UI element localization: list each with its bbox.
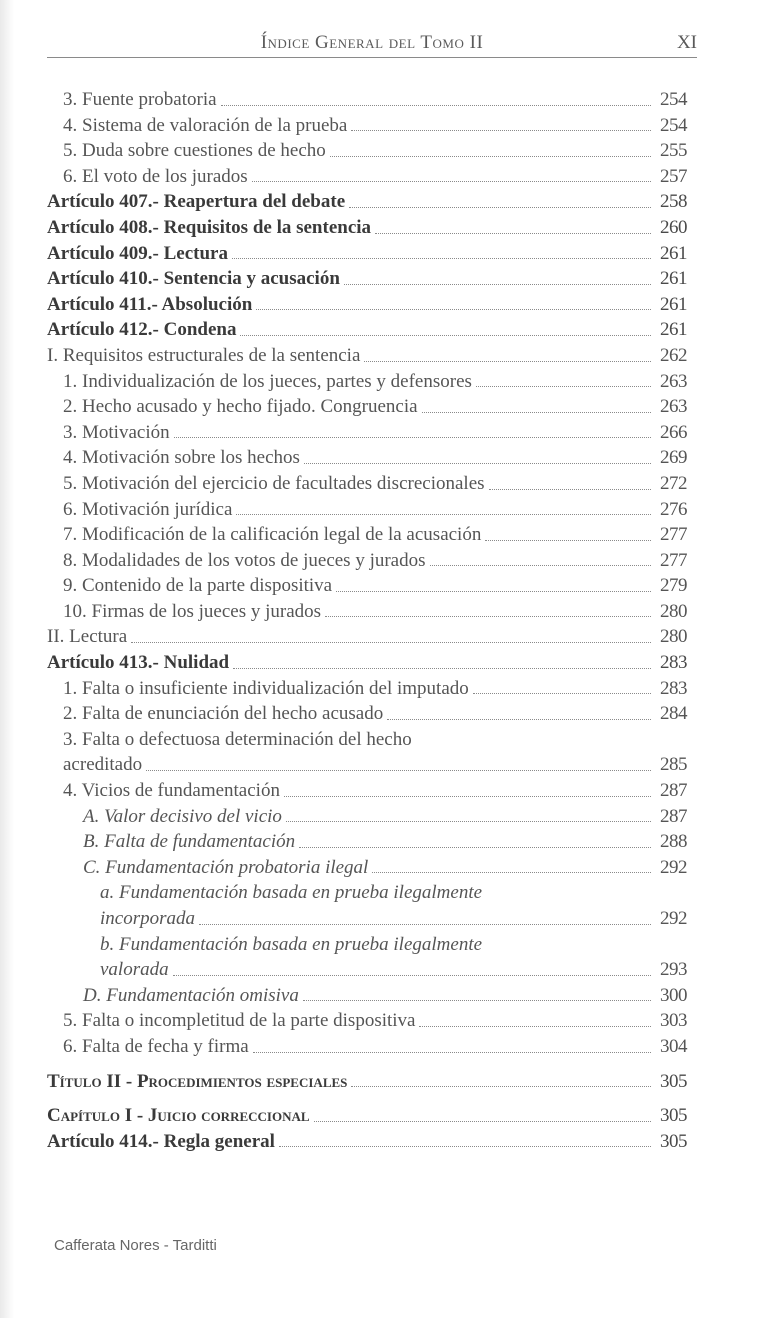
dot-leader [146, 769, 651, 771]
dot-leader [387, 718, 651, 720]
toc-entry-page: 254 [660, 114, 687, 136]
dot-leader [279, 1145, 651, 1147]
toc-entry-page: 280 [660, 600, 687, 622]
toc-entry[interactable] [47, 241, 687, 267]
toc-entry-page: 280 [660, 626, 687, 648]
dot-leader [473, 692, 651, 694]
dot-leader [174, 436, 651, 438]
toc-entry[interactable] [47, 676, 687, 702]
toc-entry-page: 287 [660, 805, 687, 827]
toc-entry-page: 305 [660, 1130, 687, 1152]
toc-entry-page: 261 [660, 242, 687, 264]
toc-entry-label: I. Requisitos estructurales de la sentencia [47, 344, 361, 366]
table-of-contents [47, 87, 687, 1154]
toc-entry[interactable] [47, 778, 687, 804]
page-edge-shadow [0, 0, 14, 1318]
toc-entry-page: 304 [660, 1035, 687, 1057]
toc-entry-page: 277 [660, 549, 687, 571]
toc-entry-page: 262 [660, 344, 687, 366]
toc-entry-page: 261 [660, 319, 687, 341]
dot-leader [430, 564, 651, 566]
dot-leader [422, 411, 651, 413]
toc-entry[interactable] [47, 522, 687, 548]
dot-leader [476, 385, 651, 387]
footer-authors: Cafferata Nores - Tarditti [54, 1237, 217, 1254]
dot-leader [349, 206, 651, 208]
toc-entry[interactable] [47, 394, 687, 420]
toc-entry-label: 1. Falta o insuficiente individualización del imputado [63, 677, 469, 699]
toc-entry-label: a. Fundamentación basada en prueba ilegalmente [100, 882, 483, 904]
dot-leader [221, 104, 651, 106]
dot-leader [303, 999, 651, 1001]
toc-entry[interactable] [47, 87, 687, 113]
toc-entry[interactable] [47, 650, 687, 676]
toc-entry-label: valorada [100, 959, 169, 981]
toc-entry[interactable] [47, 189, 687, 215]
toc-entry[interactable] [47, 573, 687, 599]
toc-entry-label: Artículo 411.- Absolución [47, 293, 253, 315]
dot-leader [325, 615, 651, 617]
page-number: XI [676, 32, 697, 53]
toc-entry[interactable] [47, 113, 687, 139]
toc-entry[interactable] [47, 855, 687, 881]
toc-entry-page: 263 [660, 396, 687, 418]
toc-entry-page: 261 [660, 268, 687, 290]
dot-leader [256, 308, 651, 310]
dot-leader [199, 923, 651, 925]
toc-entry-label: 2. Hecho acusado y hecho fijado. Congruencia [63, 396, 418, 418]
toc-entry[interactable] [47, 420, 687, 446]
toc-entry-label: 5. Falta o incompletitud de la parte dispositiva [63, 1010, 416, 1032]
dot-leader [131, 641, 651, 643]
dot-leader [364, 360, 651, 362]
dot-leader [299, 846, 651, 848]
toc-entry-label: 6. El voto de los jurados [63, 165, 248, 187]
toc-entry-label: 6. Motivación jurídica [63, 498, 233, 520]
toc-entry-label: 9. Contenido de la parte dispositiva [63, 575, 333, 597]
toc-entry-page: 263 [660, 370, 687, 392]
toc-entry-page: 288 [660, 831, 687, 853]
toc-entry-label: 6. Falta de fecha y firma [63, 1035, 249, 1057]
toc-entry-label: D. Fundamentación omisiva [83, 984, 299, 1006]
dot-leader [173, 974, 651, 976]
running-header [47, 28, 697, 56]
toc-entry-label: Artículo 412.- Condena [47, 319, 237, 341]
dot-leader [489, 488, 651, 490]
toc-entry-label: 1. Individualización de los jueces, partes y defensores [63, 370, 472, 392]
toc-entry-page: 305 [660, 1105, 687, 1127]
dot-leader [286, 820, 651, 822]
toc-entry-label: Capítulo I - Juicio correccional [47, 1105, 310, 1127]
dot-leader [330, 155, 651, 157]
dot-leader [253, 1051, 651, 1053]
dot-leader [232, 257, 651, 259]
toc-entry[interactable] [47, 829, 687, 855]
dot-leader [336, 590, 651, 592]
toc-entry-page: 266 [660, 421, 687, 443]
toc-entry-page: 284 [660, 703, 687, 725]
toc-entry-label: 3. Fuente probatoria [63, 89, 217, 110]
toc-entry[interactable] [47, 804, 687, 830]
dot-leader [314, 1120, 651, 1122]
toc-entry[interactable] [47, 701, 687, 727]
toc-entry[interactable] [47, 445, 687, 471]
toc-entry[interactable] [47, 727, 687, 753]
toc-entry-page: 260 [660, 216, 687, 238]
toc-entry-page: 272 [660, 472, 687, 494]
dot-leader [351, 1085, 651, 1087]
running-title: Índice General del Tomo II [260, 32, 484, 53]
toc-entry-label: Artículo 410.- Sentencia y acusación [47, 268, 340, 290]
dot-leader [375, 232, 651, 234]
toc-entry[interactable] [47, 343, 687, 369]
toc-entry[interactable] [47, 624, 687, 650]
toc-entry[interactable] [47, 983, 687, 1009]
toc-entry-label: Artículo 414.- Regla general [47, 1130, 275, 1152]
toc-entry-label: C. Fundamentación probatoria ilegal [83, 856, 369, 878]
dot-leader [240, 334, 651, 336]
dot-leader [372, 871, 651, 873]
toc-entry-label: 5. Motivación del ejercicio de facultades discrecionales [63, 472, 485, 494]
toc-entry-page: 305 [660, 1070, 687, 1092]
toc-entry-page: 293 [660, 959, 687, 981]
toc-entry-label: 5. Duda sobre cuestiones de hecho [63, 140, 326, 162]
toc-entry-page: 279 [660, 575, 687, 597]
toc-entry-label: II. Lectura [47, 626, 128, 648]
toc-entry-label: 7. Modificación de la calificación legal de la acusación [63, 524, 482, 546]
toc-entry-page: 287 [660, 780, 687, 802]
toc-entry-label: 4. Motivación sobre los hechos [63, 447, 300, 469]
toc-entry[interactable] [47, 317, 687, 343]
toc-entry[interactable] [47, 1103, 687, 1129]
toc-entry-continuation[interactable] [47, 957, 687, 983]
toc-entry-label: acreditado [63, 754, 143, 776]
toc-entry-label: b. Fundamentación basada en prueba ilegalmente [100, 933, 483, 955]
header-rule [47, 57, 697, 58]
toc-entry[interactable] [47, 471, 687, 497]
dot-leader [485, 539, 651, 541]
toc-entry[interactable] [47, 215, 687, 241]
toc-entry-label: Artículo 408.- Requisitos de la sentencia [47, 216, 372, 238]
toc-entry-page: 258 [660, 191, 687, 213]
toc-entry-label: 8. Modalidades de los votos de jueces y jurados [63, 549, 426, 571]
toc-entry-page: 261 [660, 293, 687, 315]
toc-entry[interactable] [47, 599, 687, 625]
toc-entry-page: 292 [660, 856, 687, 878]
toc-entry-label: Artículo 407.- Reapertura del debate [47, 191, 346, 213]
toc-entry-page: 257 [660, 165, 687, 187]
toc-entry-page: 255 [660, 140, 687, 162]
dot-leader [252, 180, 651, 182]
toc-entry[interactable] [47, 497, 687, 523]
toc-entry-continuation[interactable] [47, 906, 687, 932]
toc-entry[interactable] [47, 880, 687, 906]
dot-leader [284, 795, 651, 797]
toc-entry-label: 10. Firmas de los jueces y jurados [63, 600, 322, 622]
toc-entry[interactable] [47, 266, 687, 292]
toc-entry[interactable] [47, 1008, 687, 1034]
toc-entry-label: 3. Motivación [63, 421, 170, 443]
dot-leader [419, 1025, 651, 1027]
toc-entry[interactable] [47, 164, 687, 190]
toc-entry-label: 4. Vicios de fundamentación [63, 780, 280, 802]
toc-entry[interactable] [47, 292, 687, 318]
toc-entry[interactable] [47, 1034, 687, 1060]
toc-entry-page: 300 [660, 984, 687, 1006]
toc-entry-label: Artículo 413.- Nulidad [47, 652, 230, 674]
toc-entry-page: 269 [660, 447, 687, 469]
toc-entry[interactable] [47, 138, 687, 164]
toc-entry-continuation[interactable] [47, 752, 687, 778]
toc-entry-label: incorporada [100, 908, 195, 929]
toc-entry-page: 276 [660, 498, 687, 520]
toc-entry-label: 3. Falta o defectuosa determinación del hecho [63, 728, 412, 750]
dot-leader [351, 129, 651, 131]
toc-entry[interactable] [47, 369, 687, 395]
toc-entry[interactable] [47, 1129, 687, 1155]
toc-entry-page: 292 [660, 908, 687, 929]
toc-entry-label: B. Falta de fundamentación [83, 831, 296, 853]
toc-entry[interactable] [47, 1069, 687, 1095]
toc-entry-label: A. Valor decisivo del vicio [83, 805, 282, 827]
toc-entry-label: Título II - Procedimientos especiales [47, 1070, 348, 1092]
dot-leader [233, 667, 651, 669]
toc-entry-label: 4. Sistema de valoración de la prueba [63, 114, 348, 136]
toc-entry-label: 2. Falta de enunciación del hecho acusado [63, 703, 384, 725]
toc-entry-page: 283 [660, 677, 687, 699]
toc-entry-page: 254 [660, 89, 687, 110]
toc-entry-page: 285 [660, 754, 687, 776]
dot-leader [236, 513, 651, 515]
dot-leader [304, 462, 651, 464]
toc-entry-label: Artículo 409.- Lectura [47, 242, 228, 264]
dot-leader [344, 283, 651, 285]
toc-entry-page: 283 [660, 652, 687, 674]
toc-entry-page: 277 [660, 524, 687, 546]
toc-entry[interactable] [47, 548, 687, 574]
toc-entry-page: 303 [660, 1010, 687, 1032]
toc-entry[interactable] [47, 932, 687, 958]
